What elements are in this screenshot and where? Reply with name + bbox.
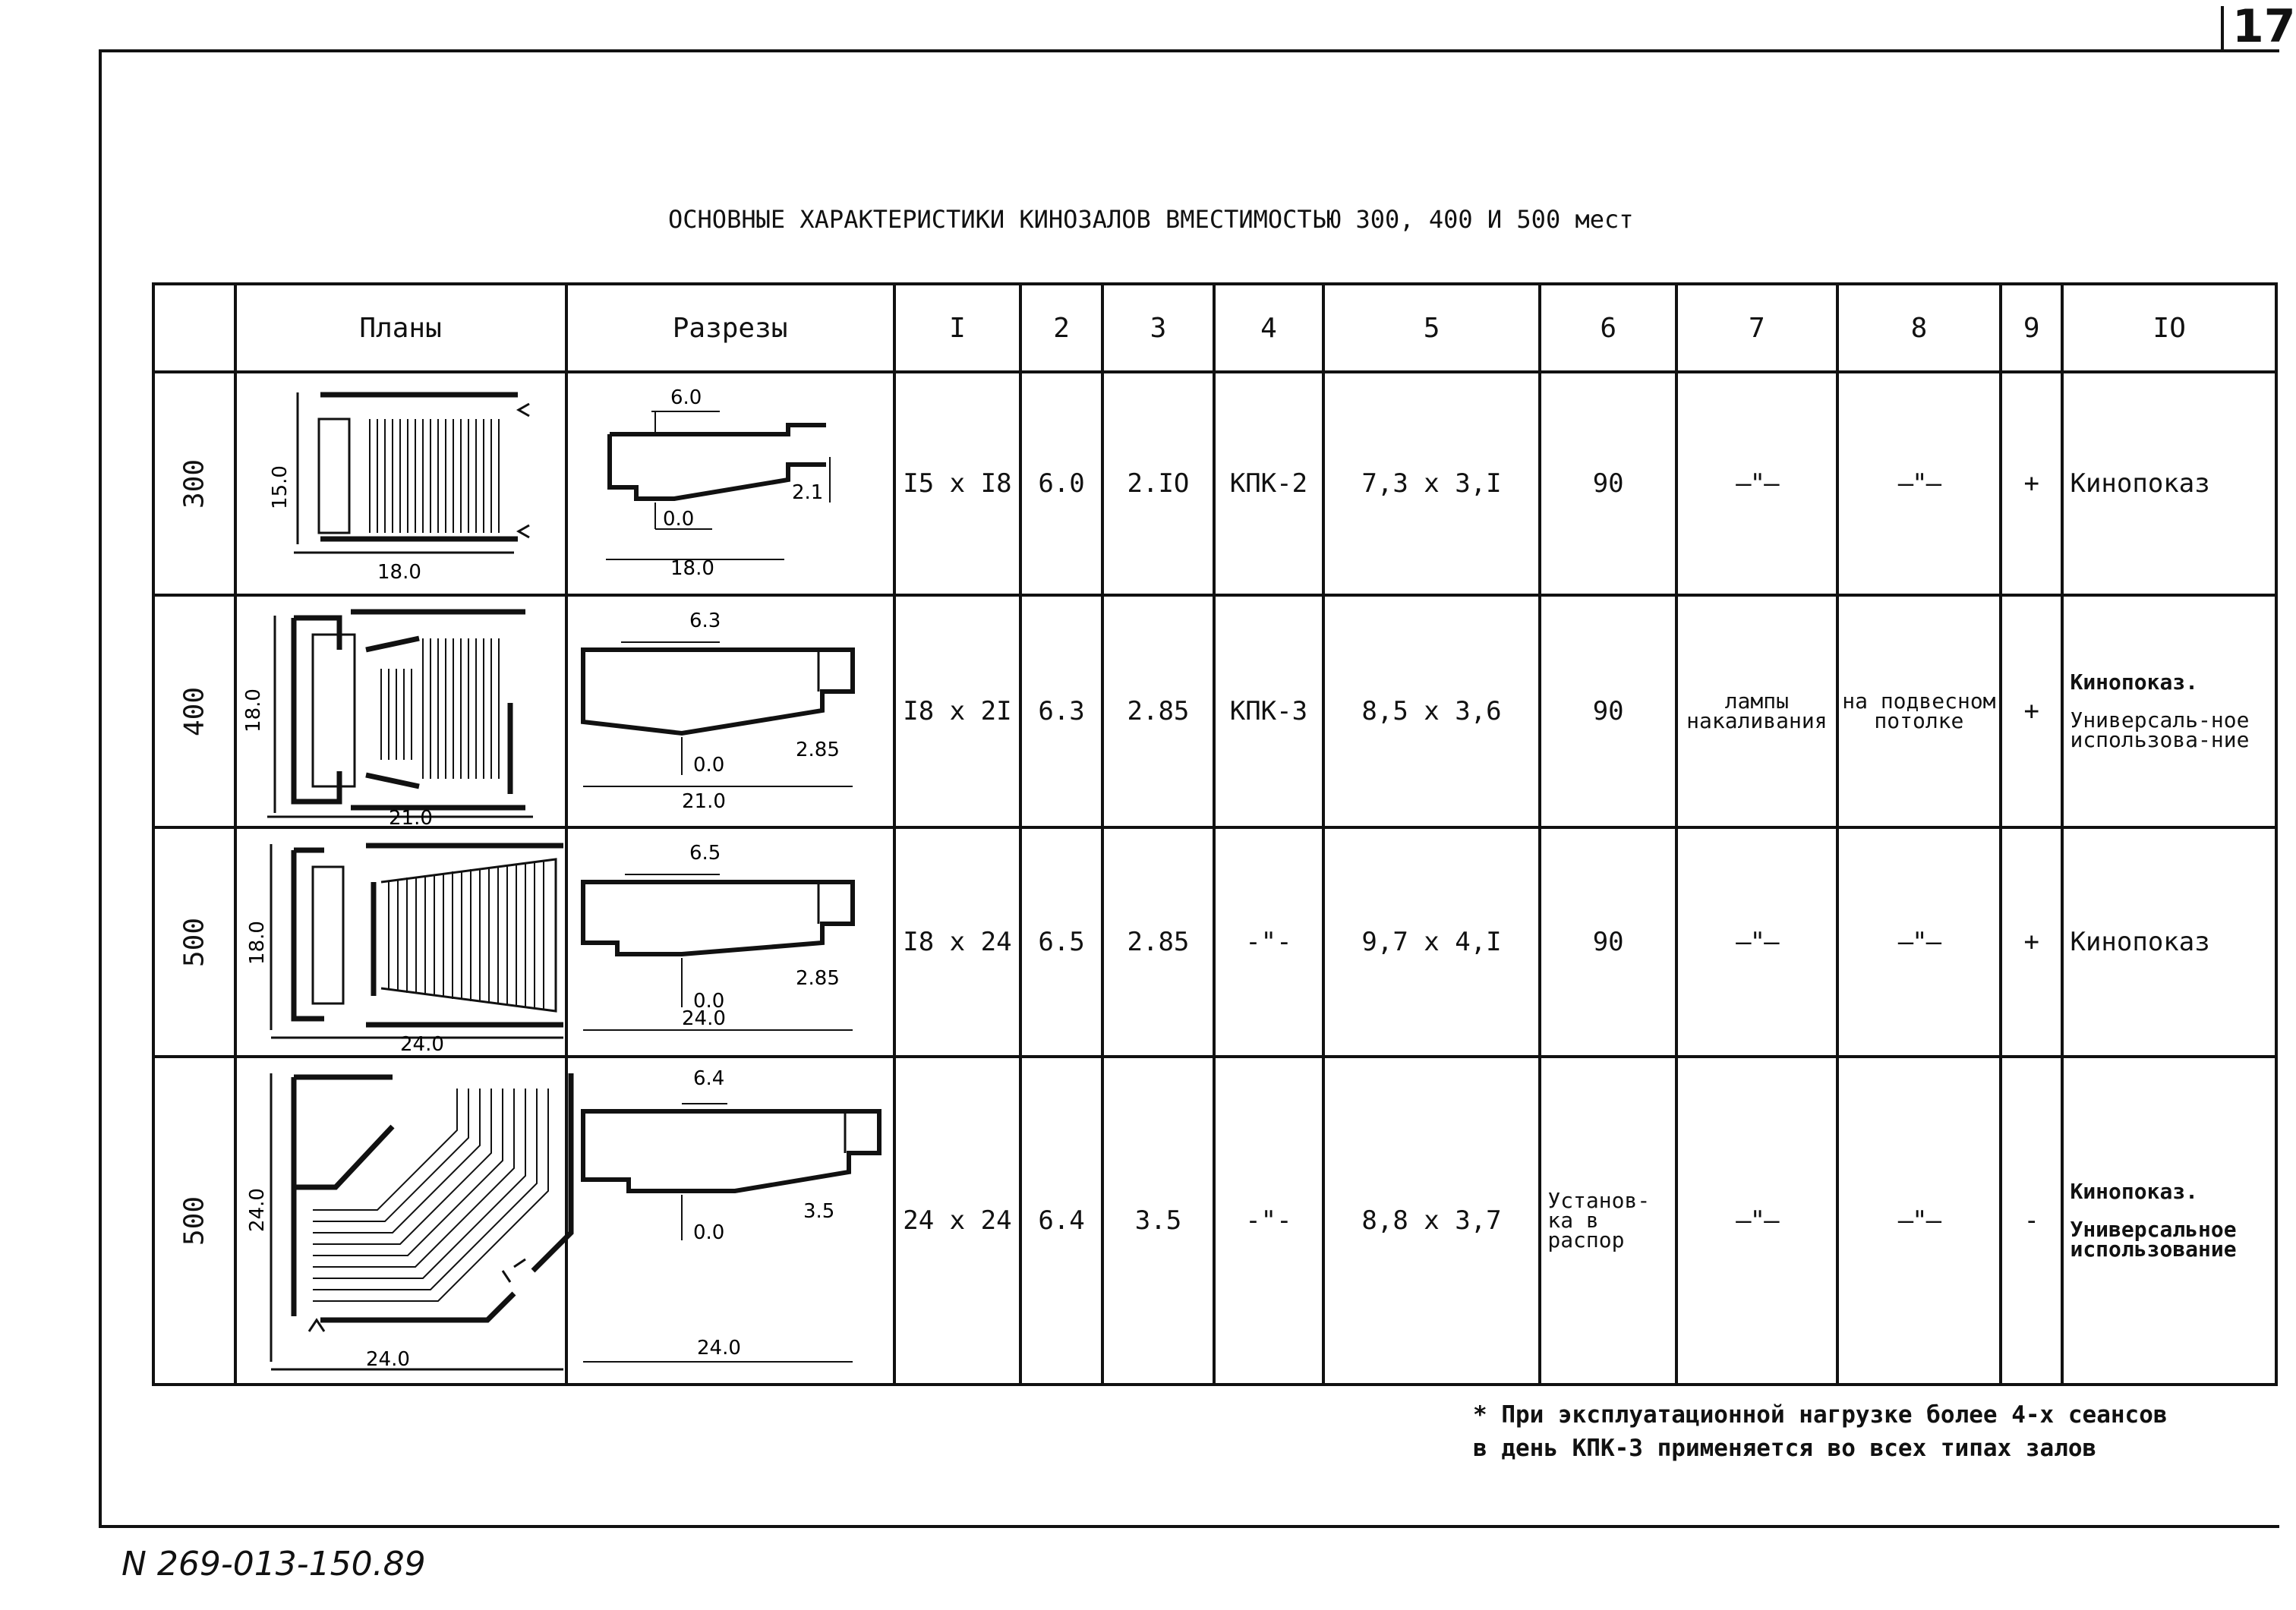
capacity-cell	[153, 372, 235, 595]
cell-col-10	[2062, 595, 2276, 827]
purpose-text: Кинопоказ.	[2070, 1179, 2199, 1204]
cell-col-3: 3.5	[1102, 1057, 1214, 1385]
purpose-text: Кинопоказ	[2070, 468, 2210, 499]
cell-col-9: +	[2001, 595, 2062, 827]
plan-drawing	[237, 373, 565, 594]
cell-col-10	[2062, 827, 2276, 1057]
cell-col-6: Установ-ка в распор	[1540, 1057, 1676, 1385]
characteristics-table	[152, 282, 2278, 1386]
cell-col-5: 8,5 x 3,6	[1323, 595, 1541, 827]
section-top-label: 6.4	[692, 1067, 724, 1090]
section-drawing	[568, 373, 893, 594]
ditto-mark: —"—	[1897, 927, 1941, 957]
plan-depth-label: 24.0	[245, 1188, 269, 1232]
cell-col-3: 2.85	[1102, 595, 1214, 827]
ditto-mark: —"—	[1897, 468, 1941, 499]
section-stage-label: 3.5	[803, 1200, 834, 1223]
header-col-4: 4	[1214, 284, 1323, 372]
cell-col-8: на подвесном потолке	[1837, 595, 2001, 827]
page-number-rule	[2221, 6, 2224, 52]
cell-col-4: -"-	[1214, 827, 1323, 1057]
section-drawing	[568, 829, 893, 1055]
header-col-7: 7	[1676, 284, 1837, 372]
cell-col-5: 9,7 x 4,I	[1323, 827, 1541, 1057]
capacity-value: 300	[178, 458, 210, 509]
header-col-8: 8	[1837, 284, 2001, 372]
cell-col-6: 90	[1540, 372, 1676, 595]
cell-col-3: 2.85	[1102, 827, 1214, 1057]
table-row	[153, 372, 2276, 595]
section-bottom-label: 0.0	[662, 508, 694, 531]
cell-col-7	[1676, 372, 1837, 595]
page-number: 17	[2232, 0, 2296, 53]
section-length-label: 24.0	[696, 1337, 741, 1360]
cell-col-6: 90	[1540, 827, 1676, 1057]
cell-col-10	[2062, 1057, 2276, 1385]
header-col-2: 2	[1020, 284, 1102, 372]
table-row	[153, 595, 2276, 827]
section-top-label: 6.5	[689, 842, 721, 865]
section-bottom-label: 0.0	[692, 1221, 724, 1244]
section-top-label: 6.0	[670, 386, 702, 409]
header-col-9: 9	[2001, 284, 2062, 372]
ditto-mark: —"—	[1897, 1205, 1941, 1236]
capacity-value: 500	[178, 917, 210, 967]
plan-cell	[235, 372, 566, 595]
header-col-10: IO	[2062, 284, 2276, 372]
cell-col-2: 6.5	[1020, 827, 1102, 1057]
section-top-label: 6.3	[689, 610, 721, 632]
plan-drawing	[237, 597, 565, 830]
section-bottom-label: 0.0	[692, 990, 724, 1013]
cell-col-7: лампы накаливания	[1676, 595, 1837, 827]
section-cell	[566, 372, 894, 595]
plan-width-label: 24.0	[399, 1033, 444, 1056]
plan-cell	[235, 595, 566, 830]
section-drawing	[568, 597, 893, 826]
capacity-cell	[153, 1057, 235, 1385]
cell-col-9: -	[2001, 1057, 2062, 1385]
cell-col-6: 90	[1540, 595, 1676, 827]
section-drawing	[568, 1058, 893, 1383]
purpose-text: Кинопоказ	[2070, 927, 2210, 957]
section-length-label: 21.0	[681, 790, 726, 813]
footnote	[1473, 1398, 2168, 1465]
header-col-3: 3	[1102, 284, 1214, 372]
cell-col-2: 6.0	[1020, 372, 1102, 595]
footnote-line-2: в день КПК-3 применяется во всех типах залов	[1473, 1435, 2097, 1462]
document-number: N 269-013-150.89	[121, 1545, 426, 1583]
purpose-text-2: Универсальное использование	[2070, 1217, 2237, 1262]
header-row	[153, 284, 2276, 372]
capacity-cell	[153, 595, 235, 827]
cell-col-1: I8 x 2I	[894, 595, 1021, 827]
section-stage-label: 2.1	[791, 481, 823, 504]
cell-col-8	[1837, 827, 2001, 1057]
plan-cell	[235, 1057, 566, 1385]
plan-width-label: 18.0	[377, 561, 421, 584]
cell-col-2: 6.3	[1020, 595, 1102, 827]
cell-col-8	[1837, 372, 2001, 595]
capacity-cell	[153, 827, 235, 1057]
section-cell	[566, 595, 894, 827]
header-col-5: 5	[1323, 284, 1541, 372]
plan-cell	[235, 827, 566, 1057]
section-length-label: 18.0	[670, 557, 714, 580]
cell-col-4: КПК-2	[1214, 372, 1323, 595]
footnote-line-1: При эксплуатационной нагрузке более 4-х сеансов	[1501, 1401, 2168, 1429]
plan-drawing	[237, 1058, 565, 1383]
cell-col-5: 8,8 x 3,7	[1323, 1057, 1541, 1385]
cell-col-1: I8 x 24	[894, 827, 1021, 1057]
purpose-text-2: Универсаль-ное использова-ние	[2070, 707, 2250, 752]
ditto-mark: —"—	[1736, 468, 1778, 499]
cell-col-4: -"-	[1214, 1057, 1323, 1385]
cell-col-1: I5 x I8	[894, 372, 1021, 595]
section-cell	[566, 827, 894, 1057]
header-sections: Разрезы	[566, 284, 894, 372]
section-bottom-label: 0.0	[692, 754, 724, 777]
section-length-label: 24.0	[681, 1007, 726, 1030]
cell-col-10	[2062, 372, 2276, 595]
page-title: ОСНОВНЫЕ ХАРАКТЕРИСТИКИ КИНОЗАЛОВ ВМЕСТИМОСТЬЮ 300, 400 И 500 мест	[668, 205, 1634, 234]
plan-depth-label: 18.0	[241, 688, 265, 733]
cell-col-9: +	[2001, 372, 2062, 595]
section-cell	[566, 1057, 894, 1385]
cell-col-1: 24 x 24	[894, 1057, 1021, 1385]
header-capacity	[153, 284, 235, 372]
cell-col-9: +	[2001, 827, 2062, 1057]
plan-width-label: 21.0	[388, 807, 433, 830]
capacity-value: 400	[178, 686, 210, 736]
header-col-6: 6	[1540, 284, 1676, 372]
ditto-mark: —"—	[1736, 1205, 1778, 1236]
cell-col-8	[1837, 1057, 2001, 1385]
table-row	[153, 827, 2276, 1057]
plan-drawing	[237, 829, 565, 1055]
cell-col-7	[1676, 827, 1837, 1057]
purpose-text: Кинопоказ.	[2070, 670, 2199, 695]
header-plans: Планы	[235, 284, 566, 372]
section-stage-label: 2.85	[795, 739, 840, 761]
capacity-value: 500	[178, 1196, 210, 1246]
plan-width-label: 24.0	[365, 1348, 410, 1371]
section-stage-label: 2.85	[795, 967, 840, 990]
cell-col-4: КПК-3	[1214, 595, 1323, 827]
footnote-mark: *	[1473, 1401, 1487, 1429]
plan-depth-label: 18.0	[245, 921, 269, 965]
ditto-mark: —"—	[1736, 927, 1778, 957]
cell-col-3: 2.IO	[1102, 372, 1214, 595]
plan-depth-label: 15.0	[268, 465, 292, 509]
cell-col-7	[1676, 1057, 1837, 1385]
cell-col-2: 6.4	[1020, 1057, 1102, 1385]
table-row	[153, 1057, 2276, 1385]
cell-col-5: 7,3 x 3,I	[1323, 372, 1541, 595]
header-col-1: I	[894, 284, 1021, 372]
